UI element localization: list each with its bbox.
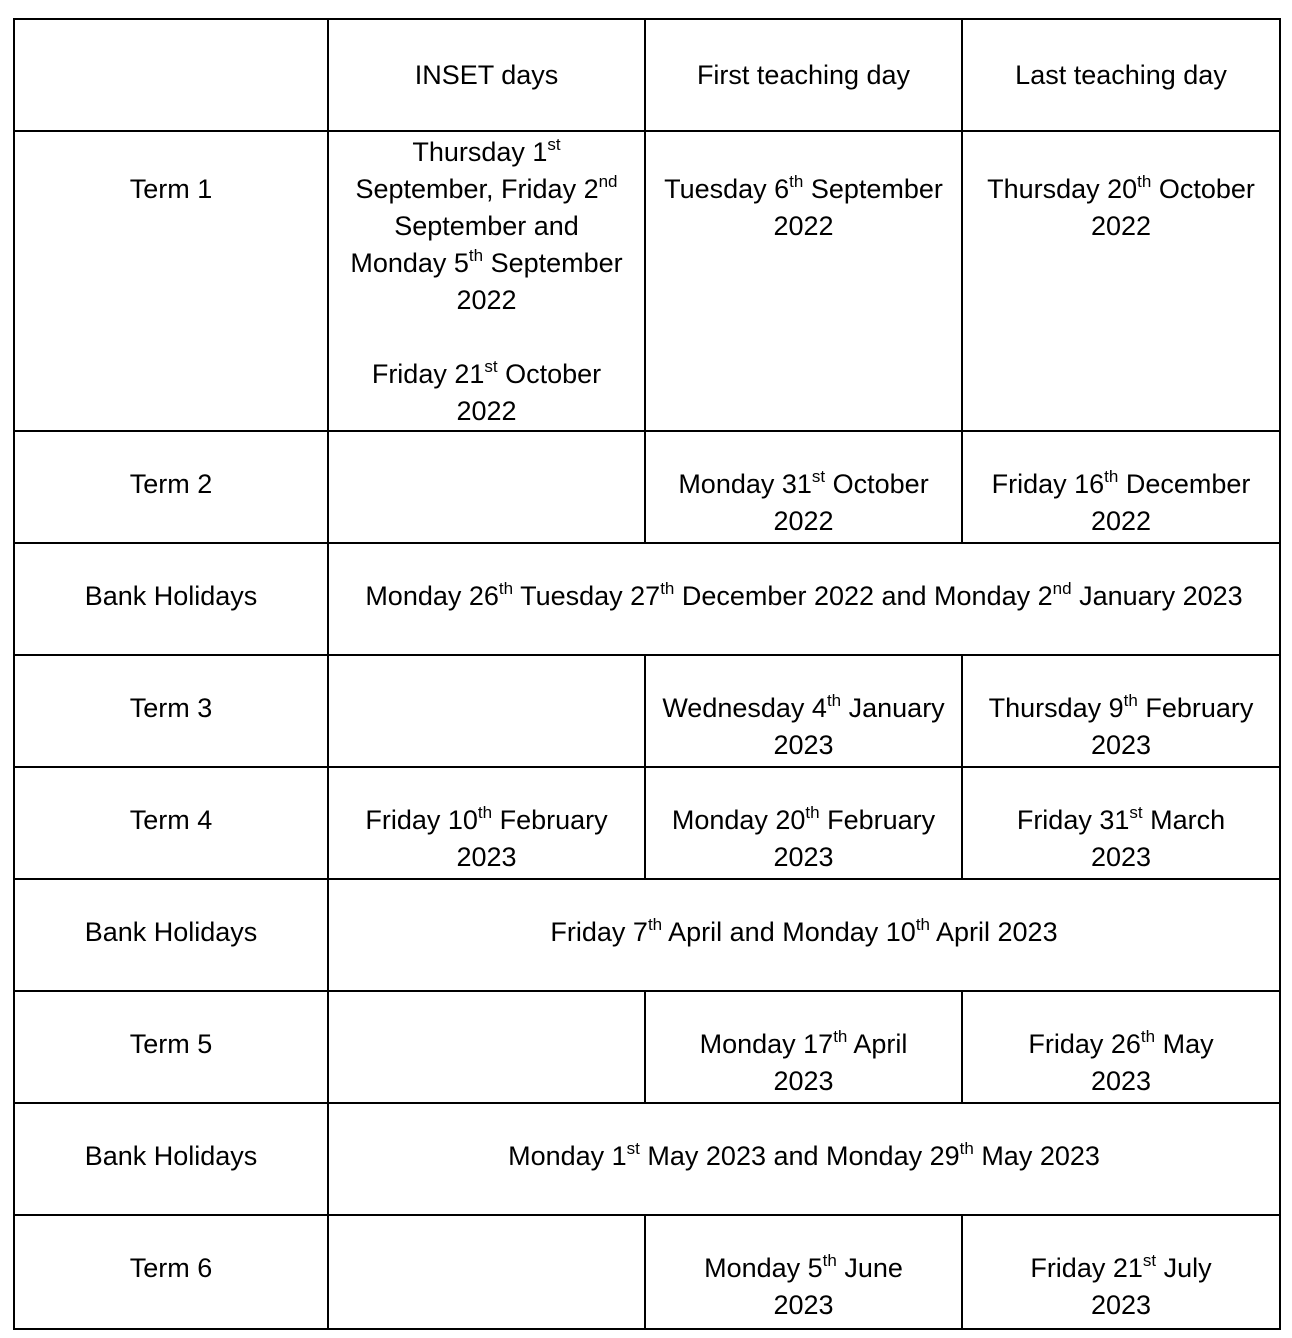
first-teaching-day-cell: Monday 5th June 2023: [645, 1215, 962, 1329]
table-row-bank-holidays-may: [14, 1103, 1280, 1215]
first-teaching-day-cell: Wednesday 4th January 2023: [645, 655, 962, 767]
header-row: [14, 19, 1280, 131]
header-last-teaching-day: Last teaching day: [962, 19, 1280, 131]
row-label: Term 3: [14, 655, 328, 767]
term-dates-table: [13, 18, 1281, 1330]
table-row-bank-holidays-april: [14, 879, 1280, 991]
last-teaching-day-cell: Thursday 20th October 2022: [962, 131, 1280, 431]
row-label: Term 4: [14, 767, 328, 879]
row-label: Term 6: [14, 1215, 328, 1329]
table-row-term-3: [14, 655, 1280, 767]
row-label: Bank Holidays: [14, 1103, 328, 1215]
last-teaching-day-cell: Friday 26th May 2023: [962, 991, 1280, 1103]
first-teaching-day-cell: Monday 20th February 2023: [645, 767, 962, 879]
inset-days-cell: [328, 655, 645, 767]
table-row-term-1: [14, 131, 1280, 431]
last-teaching-day-cell: Friday 21st July 2023: [962, 1215, 1280, 1329]
first-teaching-day-cell: Monday 17th April 2023: [645, 991, 962, 1103]
first-teaching-day-cell: Monday 31st October 2022: [645, 431, 962, 543]
header-first-teaching-day: First teaching day: [645, 19, 962, 131]
header-inset-days: INSET days: [328, 19, 645, 131]
table-row-term-6: [14, 1215, 1280, 1329]
bank-holidays-cell: Monday 1st May 2023 and Monday 29th May 2023: [328, 1103, 1280, 1215]
inset-days-cell: [328, 991, 645, 1103]
last-teaching-day-cell: Thursday 9th February 2023: [962, 655, 1280, 767]
inset-days-cell: Thursday 1st September, Friday 2nd September and Monday 5th September 2022 Friday 21st October 2022: [328, 131, 645, 431]
last-teaching-day-cell: Friday 31st March 2023: [962, 767, 1280, 879]
table-row-term-2: [14, 431, 1280, 543]
inset-days-cell: [328, 1215, 645, 1329]
bank-holidays-cell: Monday 26th Tuesday 27th December 2022 and Monday 2nd January 2023: [328, 543, 1280, 655]
inset-days-cell: [328, 431, 645, 543]
header-empty-cell: [14, 19, 328, 131]
row-label: Bank Holidays: [14, 543, 328, 655]
table-row-bank-holidays-december: [14, 543, 1280, 655]
first-teaching-day-cell: Tuesday 6th September 2022: [645, 131, 962, 431]
last-teaching-day-cell: Friday 16th December 2022: [962, 431, 1280, 543]
bank-holidays-cell: Friday 7th April and Monday 10th April 2023: [328, 879, 1280, 991]
row-label: Bank Holidays: [14, 879, 328, 991]
table-row-term-5: [14, 991, 1280, 1103]
row-label: Term 5: [14, 991, 328, 1103]
row-label: Term 1: [14, 131, 328, 431]
table-row-term-4: [14, 767, 1280, 879]
row-label: Term 2: [14, 431, 328, 543]
inset-days-cell: Friday 10th February 2023: [328, 767, 645, 879]
